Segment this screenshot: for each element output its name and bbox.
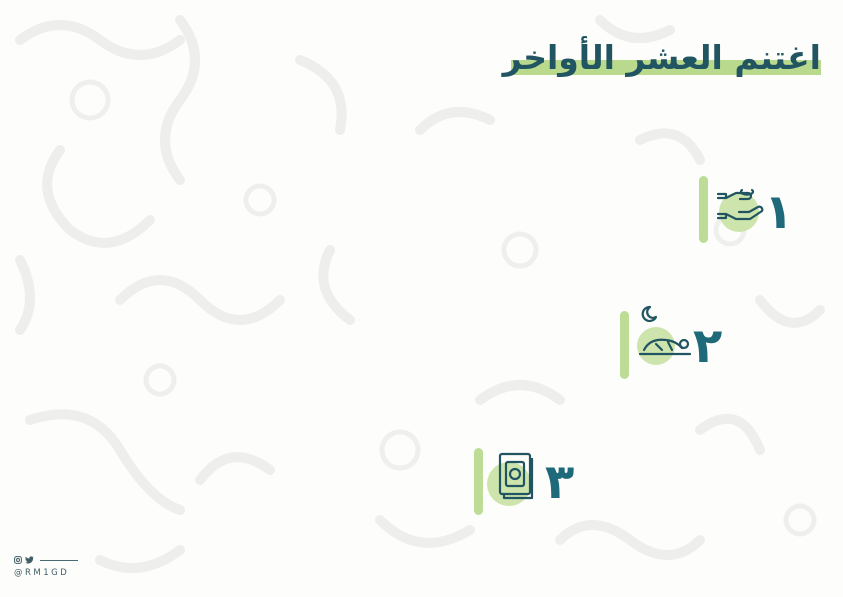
praying-person-moon-icon — [634, 304, 696, 362]
section-number: ١ — [764, 184, 794, 240]
twitter-icon[interactable] — [25, 556, 34, 564]
page-title: اغتنم العشر الأواخر — [502, 38, 821, 77]
footer — [14, 556, 78, 578]
section-number: ٢ — [693, 318, 723, 374]
section-divider-bar — [474, 448, 483, 515]
section-divider-bar — [620, 311, 629, 379]
page-title-block — [503, 34, 821, 82]
social-handle[interactable]: @RM1GD — [14, 568, 70, 578]
instagram-icon[interactable] — [14, 556, 22, 564]
quran-book-icon — [494, 450, 536, 502]
section-divider-bar — [699, 176, 708, 243]
social-icons — [14, 556, 78, 564]
charity-hands-icon — [712, 180, 770, 228]
footer-line — [40, 560, 78, 561]
section-number: ٣ — [545, 454, 575, 510]
